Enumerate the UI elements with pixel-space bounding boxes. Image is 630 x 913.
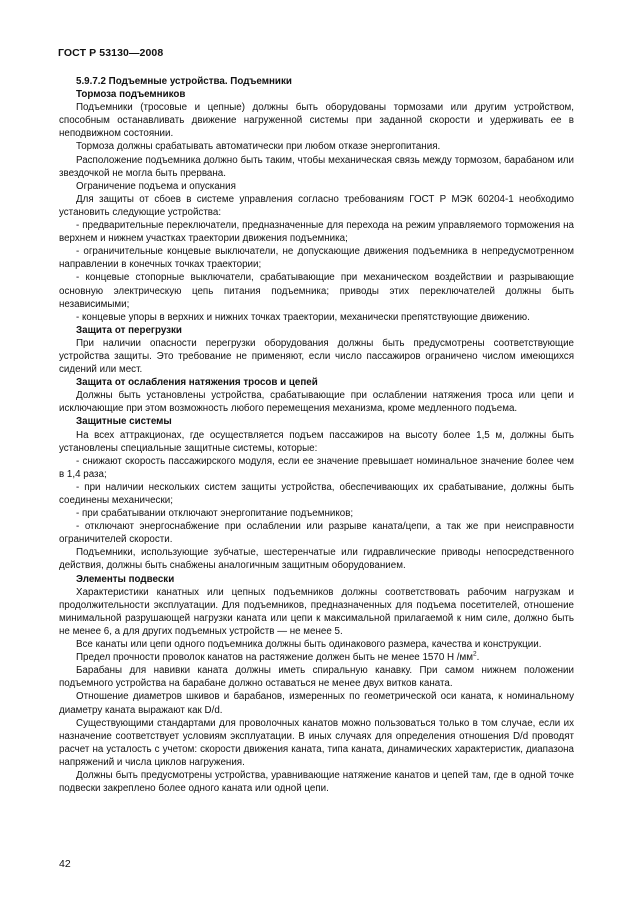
paragraph-text: - предварительные переключатели, предназначенные для перехода на режим управляемого торможения на верхнем и нижнем участках траектории движения подъемника; bbox=[59, 220, 574, 245]
paragraph bbox=[59, 638, 574, 651]
paragraph bbox=[59, 429, 574, 455]
paragraph bbox=[59, 219, 574, 245]
paragraph bbox=[59, 193, 574, 219]
paragraph bbox=[59, 337, 574, 376]
paragraph-text: Подъемники (тросовые и цепные) должны быть оборудованы тормозами или другим устройством, способным останавливать движение нагруженной системы при заданной скорости и удерживать ее в неподвижном состоянии. bbox=[59, 102, 574, 140]
paragraph-text: Существующими стандартами для проволочных канатов можно пользоваться только в том случае, если их назначение соответствует условиям эксплуатации. В иных случаях для определения отношения D/d проводят расчет на усталость с учетом: скорости движения каната, типа каната, динамических характеристик, диапазона напряжений и числа циклов нагружения. bbox=[59, 717, 574, 768]
paragraph bbox=[59, 481, 574, 507]
paragraph-text: Расположение подъемника должно быть таким, чтобы механическая связь между тормозом, барабаном или звездочкой не могла быть прервана. bbox=[59, 154, 574, 179]
paragraph-text: Характеристики канатных или цепных подъемников должны соответствовать рабочим нагрузкам и продолжительности эксплуатации. Для подъемников, предназначенных для подъема посетителей, отношение минимальной разрушающей нагрузки каната или цепи к максимальной прилагаемой к ним силе, должно быть не менее 6, а для других подъемных устройств — не менее 5. bbox=[59, 586, 574, 637]
paragraph-text: Ограничение подъема и опускания bbox=[76, 180, 236, 192]
paragraph bbox=[59, 651, 574, 664]
section-heading bbox=[59, 376, 574, 389]
paragraph-text: На всех аттракционах, где осуществляется подъем пассажиров на высоту более 1,5 м, должны быть установлены специальные защитные системы, которые: bbox=[59, 429, 574, 454]
paragraph bbox=[59, 311, 574, 324]
paragraph bbox=[59, 520, 574, 546]
paragraph-text: - ограничительные концевые выключатели, не допускающие движения подъемника в непредусмотренном направлении в конечных точках траектории; bbox=[59, 246, 574, 271]
paragraph-text: Должны быть установлены устройства, срабатывающие при ослаблении натяжения троса или цепи и исключающие при этом возможность любого перемещения механизма, кроме медленного подъема. bbox=[59, 390, 574, 415]
document-body bbox=[59, 75, 574, 795]
paragraph-text: - концевые стопорные выключатели, срабатывающие при механическом воздействии и разрывающие основную электрическую цепь питания подъемника; приводы этих переключателей должны быть независимыми; bbox=[59, 272, 574, 310]
paragraph bbox=[59, 690, 574, 716]
paragraph-text: Барабаны для навивки каната должны иметь спиральную канавку. При самом нижнем положении подъемного устройства на барабане должно оставаться не менее двух витков каната. bbox=[59, 665, 574, 690]
section-heading bbox=[59, 324, 574, 337]
paragraph-text: - при срабатывании отключают энергопитание подъемников; bbox=[76, 508, 354, 520]
paragraph bbox=[59, 245, 574, 271]
paragraph-text: - снижают скорость пассажирского модуля, если ее значение превышает номинальное значение более чем в 1,4 раза; bbox=[59, 455, 574, 480]
document-header: ГОСТ Р 53130—2008 bbox=[58, 47, 164, 59]
paragraph-text: Элементы подвески bbox=[76, 573, 175, 585]
paragraph-text: При наличии опасности перегрузки оборудования должны быть предусмотрены соответствующие устройства защиты. Это требование не применяют, если число пассажиров ограничено числом имеющихся сидений или мест. bbox=[59, 337, 574, 376]
paragraph-tail: . bbox=[476, 652, 480, 664]
section-heading bbox=[59, 573, 574, 586]
paragraph bbox=[59, 455, 574, 481]
paragraph-text: Тормоза должны срабатывать автоматически при любом отказе энергопитания. bbox=[76, 141, 441, 153]
section-heading bbox=[59, 415, 574, 428]
paragraph-text: Предел прочности проволок канатов на растяжение должен быть не менее 1570 Н /мм bbox=[76, 652, 473, 664]
paragraph bbox=[59, 140, 574, 153]
paragraph bbox=[59, 769, 574, 795]
paragraph-text: Отношение диаметров шкивов и барабанов, измеренных по геометрической оси каната, к номинальному диаметру каната выражают как D/d. bbox=[59, 691, 574, 716]
page-number: 42 bbox=[59, 858, 71, 870]
paragraph bbox=[59, 154, 574, 180]
paragraph-text: Все канаты или цепи одного подъемника должны быть одинакового размера, качества и конструкции. bbox=[76, 639, 542, 651]
paragraph bbox=[59, 664, 574, 690]
paragraph-text: - концевые упоры в верхних и нижних точках траектории, механически препятствующие движению. bbox=[76, 311, 530, 323]
superscript: 2 bbox=[472, 650, 477, 658]
paragraph bbox=[59, 507, 574, 520]
paragraph bbox=[59, 389, 574, 415]
paragraph-text: Должны быть предусмотрены устройства, уравнивающие натяжение канатов и цепей там, где в одной точке подвески закреплено более одного каната или одной цепи. bbox=[59, 769, 574, 795]
section-title: 5.9.7.2 Подъемные устройства. Подъемники bbox=[76, 76, 292, 87]
paragraph bbox=[59, 101, 574, 140]
paragraph bbox=[59, 717, 574, 769]
paragraph-text: - при наличии нескольких систем защиты устройства, обеспечивающих их срабатывание, должны быть соединены механически; bbox=[59, 481, 574, 506]
section-heading bbox=[59, 88, 574, 101]
paragraph bbox=[59, 180, 574, 193]
paragraph bbox=[59, 271, 574, 310]
paragraph-text: Подъемники, использующие зубчатые, шестеренчатые или гидравлические приводы непосредственного действия, должны быть снабжены аналогичным защитным оборудованием. bbox=[59, 547, 574, 572]
paragraph-text: Защита от перегрузки bbox=[76, 324, 182, 336]
paragraph-text: Защита от ослабления натяжения тросов и цепей bbox=[76, 377, 318, 389]
paragraph bbox=[59, 546, 574, 572]
paragraph bbox=[59, 586, 574, 638]
paragraph-text: Тормоза подъемников bbox=[76, 89, 186, 101]
paragraph-text: Для защиты от сбоев в системе управления согласно требованиям ГОСТ Р МЭК 60204-1 необходимо установить следующие устройства: bbox=[59, 193, 574, 218]
paragraph-text: - отключают энергоснабжение при ослаблении или разрыве каната/цепи, а так же при неисправности ограничителей скорости. bbox=[59, 521, 574, 546]
paragraph-text: Защитные системы bbox=[76, 416, 172, 428]
